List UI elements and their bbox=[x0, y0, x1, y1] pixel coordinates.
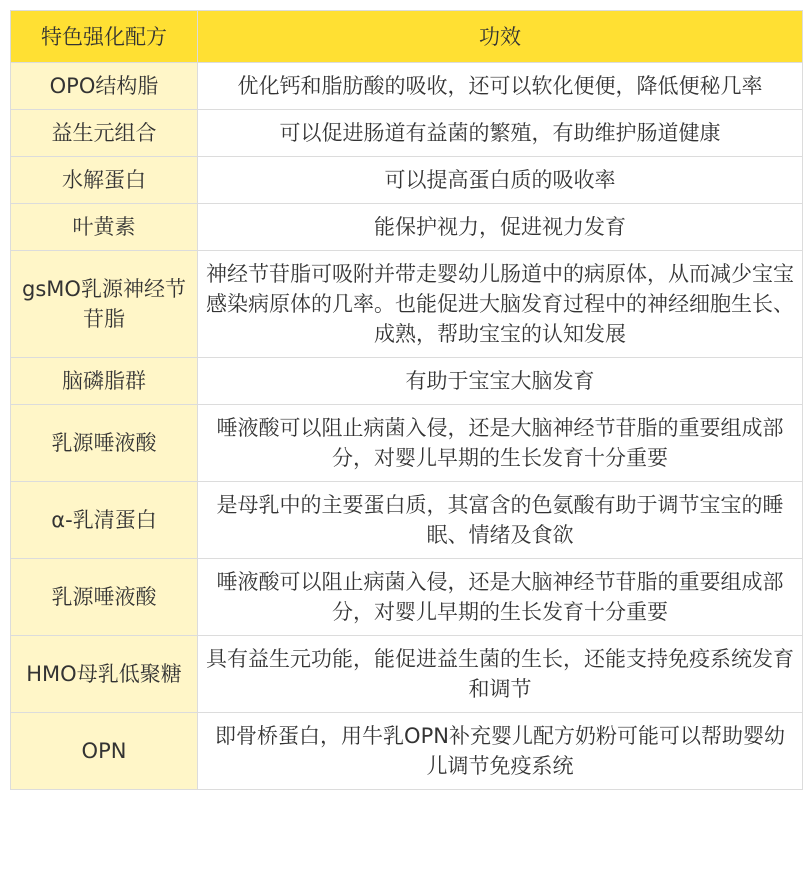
effect-cell: 具有益生元功能，能促进益生菌的生长，还能支持免疫系统发育和调节 bbox=[198, 636, 803, 713]
effect-cell: 能保护视力，促进视力发育 bbox=[198, 204, 803, 251]
table-row bbox=[11, 636, 803, 713]
effect-cell: 唾液酸可以阻止病菌入侵，还是大脑神经节苷脂的重要组成部分，对婴儿早期的生长发育十分重要 bbox=[198, 405, 803, 482]
effect-cell: 有助于宝宝大脑发育 bbox=[198, 358, 803, 405]
feature-cell: HMO母乳低聚糖 bbox=[11, 636, 198, 713]
formula-table-container bbox=[10, 10, 802, 790]
effect-cell: 神经节苷脂可吸附并带走婴幼儿肠道中的病原体，从而减少宝宝感染病原体的几率。也能促进大脑发育过程中的神经细胞生长、成熟，帮助宝宝的认知发展 bbox=[198, 251, 803, 358]
feature-cell: OPN bbox=[11, 713, 198, 790]
feature-cell: α-乳清蛋白 bbox=[11, 482, 198, 559]
effect-cell: 可以促进肠道有益菌的繁殖，有助维护肠道健康 bbox=[198, 110, 803, 157]
effect-cell: 可以提高蛋白质的吸收率 bbox=[198, 157, 803, 204]
header-effect: 功效 bbox=[198, 11, 803, 63]
table-row bbox=[11, 204, 803, 251]
formula-features-table bbox=[10, 10, 803, 790]
feature-cell: OPO结构脂 bbox=[11, 63, 198, 110]
effect-cell: 优化钙和脂肪酸的吸收，还可以软化便便，降低便秘几率 bbox=[198, 63, 803, 110]
effect-cell: 是母乳中的主要蛋白质，其富含的色氨酸有助于调节宝宝的睡眠、情绪及食欲 bbox=[198, 482, 803, 559]
table-row bbox=[11, 713, 803, 790]
feature-cell: 益生元组合 bbox=[11, 110, 198, 157]
table-header-row bbox=[11, 11, 803, 63]
table-row bbox=[11, 110, 803, 157]
feature-cell: 乳源唾液酸 bbox=[11, 559, 198, 636]
effect-cell: 唾液酸可以阻止病菌入侵，还是大脑神经节苷脂的重要组成部分，对婴儿早期的生长发育十分重要 bbox=[198, 559, 803, 636]
table-row bbox=[11, 482, 803, 559]
feature-cell: 水解蛋白 bbox=[11, 157, 198, 204]
feature-cell: 叶黄素 bbox=[11, 204, 198, 251]
effect-cell: 即骨桥蛋白，用牛乳OPN补充婴儿配方奶粉可能可以帮助婴幼儿调节免疫系统 bbox=[198, 713, 803, 790]
table-row bbox=[11, 559, 803, 636]
table-row bbox=[11, 63, 803, 110]
table-row bbox=[11, 251, 803, 358]
header-feature: 特色强化配方 bbox=[11, 11, 198, 63]
feature-cell: 乳源唾液酸 bbox=[11, 405, 198, 482]
feature-cell: gsMO乳源神经节苷脂 bbox=[11, 251, 198, 358]
table-row bbox=[11, 157, 803, 204]
table-row bbox=[11, 358, 803, 405]
table-row bbox=[11, 405, 803, 482]
feature-cell: 脑磷脂群 bbox=[11, 358, 198, 405]
